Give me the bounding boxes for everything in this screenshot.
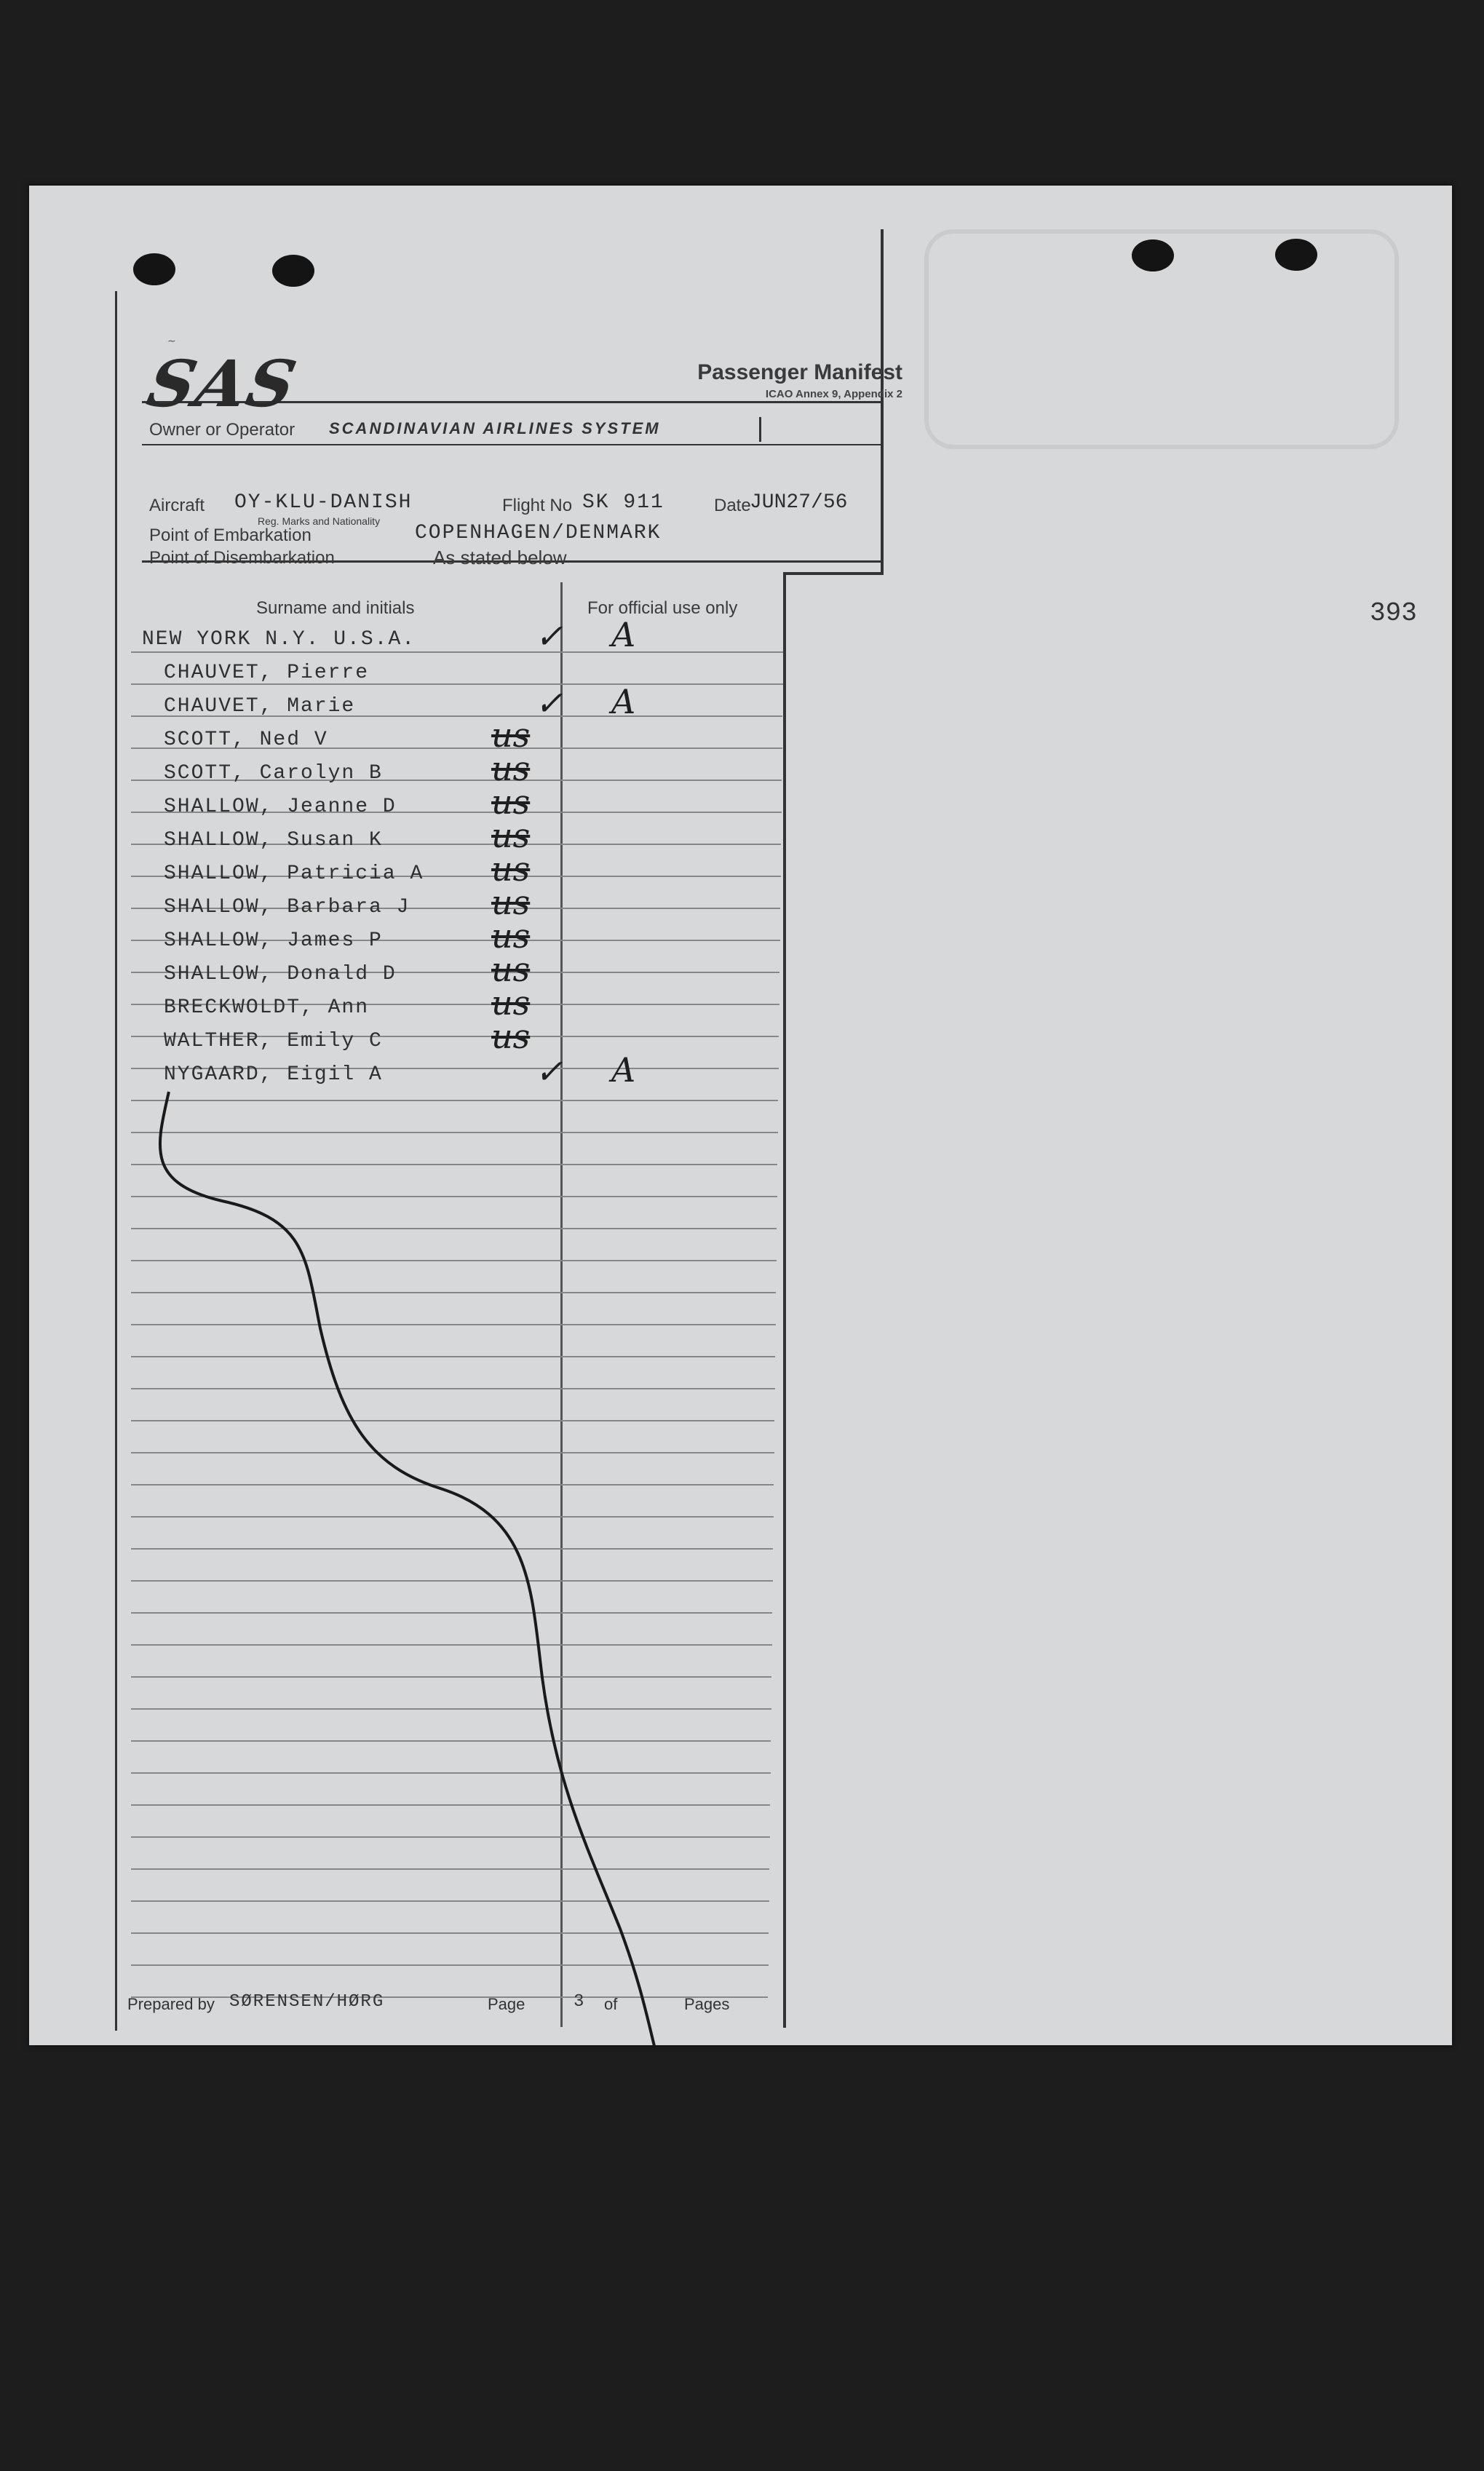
official-code: us bbox=[491, 983, 531, 1023]
official-code: A bbox=[611, 682, 636, 721]
reg-marks-label: Reg. Marks and Nationality bbox=[258, 515, 381, 527]
official-code: us bbox=[491, 749, 531, 788]
passenger-name: SHALLOW, Donald D bbox=[164, 963, 397, 985]
passenger-name: NEW YORK N.Y. U.S.A. bbox=[142, 628, 416, 651]
manifest-sheet bbox=[29, 186, 1452, 2045]
disembarkation-value: As stated below bbox=[433, 547, 567, 568]
page-value: 3 bbox=[574, 1992, 586, 2012]
flight-value: SK 911 bbox=[582, 491, 664, 514]
disembarkation-label: Point of Disembarkation bbox=[149, 548, 335, 568]
name-column-header: Surname and initials bbox=[256, 598, 415, 618]
check-mark: ✓ bbox=[535, 616, 563, 656]
passenger-name: SCOTT, Carolyn B bbox=[164, 762, 383, 785]
pages-label: Pages bbox=[684, 1995, 730, 2013]
official-code: us bbox=[491, 1017, 531, 1056]
manifest-subtitle: ICAO Annex 9, Appendix 2 bbox=[765, 388, 902, 400]
prepared-by-value: SØRENSEN/HØRG bbox=[229, 1992, 385, 2012]
end-of-list-scribble bbox=[160, 1092, 655, 2045]
passenger-name: CHAUVET, Pierre bbox=[164, 662, 370, 684]
official-code: us bbox=[491, 916, 531, 956]
official-code: A bbox=[611, 1050, 636, 1090]
of-label: of bbox=[604, 1995, 618, 2013]
embarkation-label: Point of Embarkation bbox=[149, 525, 312, 545]
handwriting-overlay bbox=[29, 186, 1452, 2045]
page-stamp-number: 393 bbox=[1370, 598, 1417, 628]
official-code: us bbox=[491, 849, 531, 889]
sas-logo: SAS bbox=[140, 346, 304, 421]
flight-label: Flight No bbox=[502, 496, 573, 515]
official-code: us bbox=[491, 715, 531, 755]
passenger-name: SHALLOW, Barbara J bbox=[164, 896, 410, 919]
check-mark: ✓ bbox=[535, 683, 563, 723]
owner-value: SCANDINAVIAN AIRLINES SYSTEM bbox=[329, 419, 661, 437]
passenger-name: WALTHER, Emily C bbox=[164, 1030, 383, 1052]
check-mark: ✓ bbox=[535, 1052, 563, 1091]
official-code: us bbox=[491, 816, 531, 855]
logo-mark: ∼ bbox=[167, 336, 176, 347]
date-value: JUN27/56 bbox=[750, 491, 848, 514]
aircraft-value: OY-KLU-DANISH bbox=[234, 491, 413, 514]
embarkation-value: COPENHAGEN/DENMARK bbox=[415, 522, 662, 544]
passenger-name: SHALLOW, Susan K bbox=[164, 829, 383, 852]
official-code: us bbox=[491, 883, 531, 922]
official-column-header: For official use only bbox=[587, 598, 738, 618]
passenger-name: SHALLOW, Jeanne D bbox=[164, 796, 397, 818]
passenger-name: NYGAARD, Eigil A bbox=[164, 1063, 383, 1086]
page-label: Page bbox=[488, 1995, 525, 2013]
passenger-name: SHALLOW, James P bbox=[164, 929, 383, 952]
manifest-title: Passenger Manifest bbox=[697, 360, 902, 384]
official-code: us bbox=[491, 782, 531, 822]
passenger-name: SCOTT, Ned V bbox=[164, 729, 328, 751]
passenger-name: CHAUVET, Marie bbox=[164, 695, 356, 718]
passenger-name: SHALLOW, Patricia A bbox=[164, 862, 424, 885]
date-label: Date bbox=[714, 496, 751, 515]
official-code: A bbox=[611, 615, 636, 654]
passenger-name: BRECKWOLDT, Ann bbox=[164, 996, 370, 1019]
official-code: us bbox=[491, 950, 531, 989]
owner-label: Owner or Operator bbox=[149, 420, 295, 440]
aircraft-label: Aircraft bbox=[149, 496, 205, 515]
prepared-by-label: Prepared by bbox=[127, 1995, 215, 2013]
